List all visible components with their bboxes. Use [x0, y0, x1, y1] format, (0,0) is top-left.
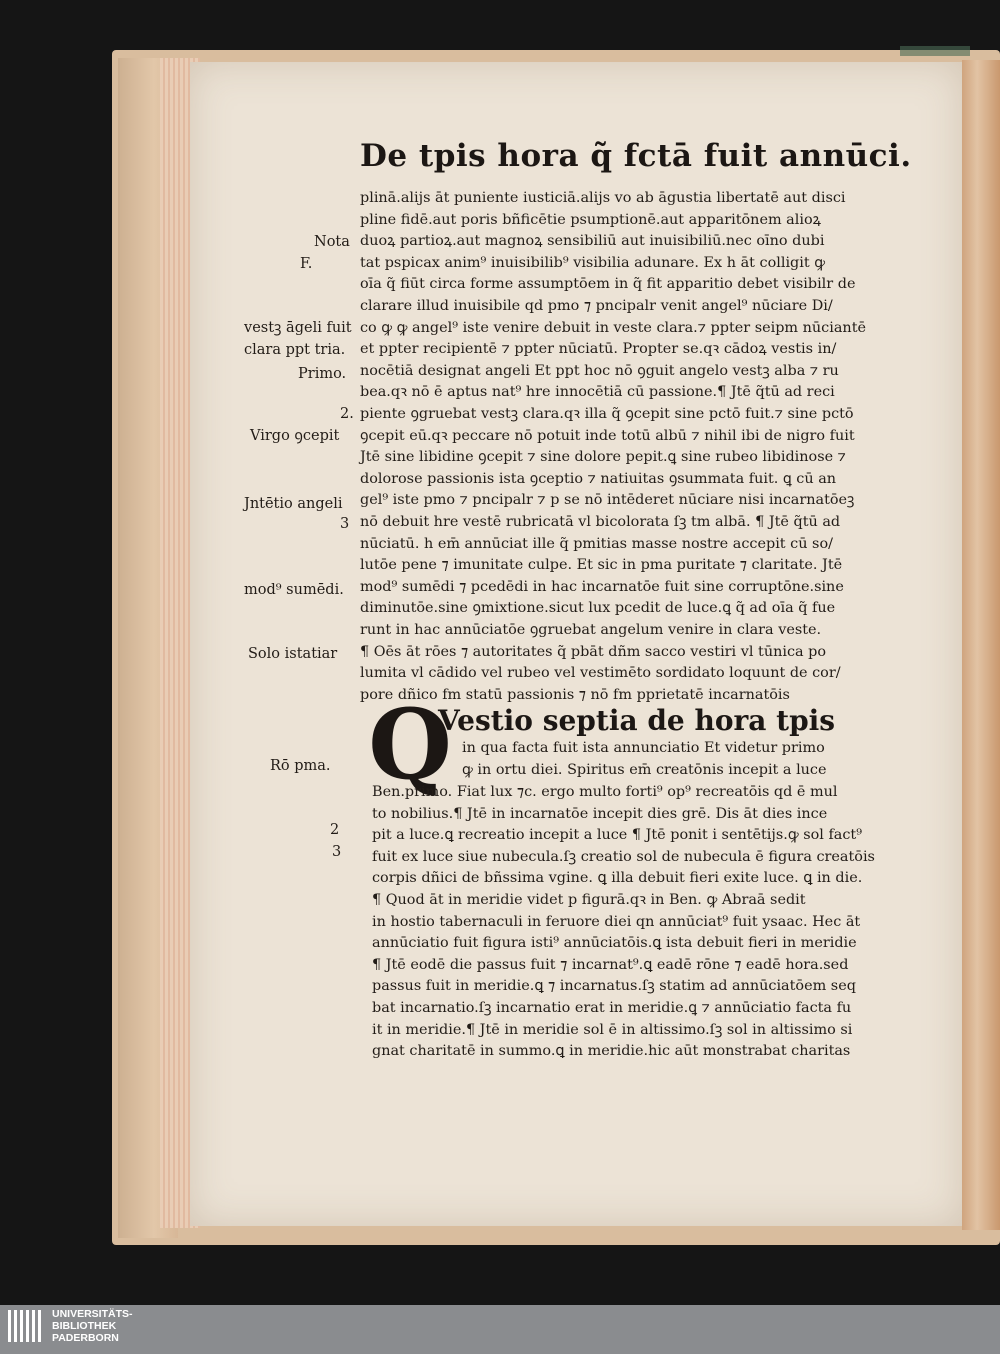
- text-line: in qua facta fuit ista annunciatio Et videtur primo: [462, 740, 825, 756]
- margin-note-three-b: 3: [332, 844, 342, 860]
- text-line: lumita vl cādido vel rubeo vel vestimēto sordidato loquunt de cor/: [360, 665, 841, 682]
- section-heading: Vestio septia de hora tpis: [438, 704, 836, 737]
- facing-page-edge: [962, 60, 1000, 1230]
- text-line: dolorose passionis ista ꝯceptio ⁊ natiuitas ꝯsummata fuit. ꝗ cū an: [360, 470, 837, 487]
- margin-note-nota: Nota: [314, 234, 350, 250]
- text-line: corpis dñici de bñssima vgine. ꝗ illa debuit fieri exite luce. ꝗ in die.: [372, 870, 863, 887]
- text-line: Ben.primo. Fiat lux ⁊c. ergo multo forti⁹ op⁹ recreatōis qd ē mul: [372, 784, 838, 800]
- text-line: fuit ex luce siue nubecula.ſꝫ creatio sol de nubecula ē figura creatōis: [372, 848, 875, 865]
- margin-note-three: 3: [340, 516, 350, 532]
- decorated-initial: Q: [368, 688, 452, 801]
- text-line: gnat charitatē in summo.ꝗ in meridie.hic aūt monstrabat charitas: [372, 1043, 851, 1060]
- text-line: ꝙ in ortu diei. Spiritus em̄ creatōnis incepit a luce: [462, 761, 827, 778]
- text-line: runt in hac annūciatōe ꝯgruebat angelum venire in clara veste.: [360, 622, 822, 638]
- text-line: pline fidē.aut poris bñficētie psumptionē.aut apparitōnem alioꝝ: [360, 211, 821, 228]
- library-name: [52, 1308, 133, 1344]
- text-line: diminutōe.sine ꝯmixtione.sicut lux pcedit de luce.ꝗ q̃ ad oīa q̃ fue: [360, 600, 836, 617]
- text-line: et ppter recipientē ⁊ ppter nūciatū. Propter se.qꝛ cādoꝝ vestis in/: [360, 341, 837, 358]
- text-line: it in meridie.¶ Jtē in meridie sol ē in altissimo.ſꝫ sol in altissimo si: [372, 1021, 853, 1038]
- margin-note-vestis-2: clara ppt tria.: [244, 342, 346, 358]
- library-name-line-1: UNIVERSITÄTS-: [52, 1308, 133, 1320]
- margin-note-two-b: 2: [330, 822, 340, 838]
- text-line: bat incarnatio.ſꝫ incarnatio erat in meridie.ꝗ ⁊ annūciatio facta fu: [372, 1000, 852, 1016]
- text-line: plinā.alijs āt puniente iusticiā.alijs vo ab āgustia libertatē aut disci: [360, 190, 846, 206]
- text-line: passus fuit in meridie.ꝗ ⁊ incarnatus.ſꝫ statim ad annūciatōem seq: [372, 978, 856, 995]
- margin-note-virgo: Virgo ꝯcepit: [250, 428, 340, 444]
- library-logo-icon: [6, 1306, 46, 1346]
- text-line: annūciatio fuit figura isti⁹ annūciatōis.ꝗ ista debuit fieri in meridie: [372, 935, 857, 952]
- text-line: pit a luce.ꝗ recreatio incepit a luce ¶ Jtē ponit i sentētijs.ꝙ sol fact⁹: [372, 827, 862, 844]
- margin-note-modus: mod⁹ sumēdi.: [244, 582, 344, 598]
- text-line: nō debuit hre vestē rubricatā vl bicolorata ſꝫ tm albā. ¶ Jtē q̃tū ad: [360, 514, 841, 530]
- text-line: nocētiā designat angeli Et ppt hoc nō ꝯguit angelo vestꝫ alba ⁊ ru: [360, 362, 839, 379]
- margin-note-intentio: Jntētio angeli: [244, 496, 343, 512]
- text-line: co ꝙ ꝙ angel⁹ iste venire debuit in veste clara.⁊ ppter seipm nūciantē: [360, 319, 866, 336]
- text-line: tat pspicax anim⁹ inuisibilib⁹ visibilia adunare. Ex h āt colligit ꝙ: [360, 254, 826, 271]
- margin-note-ro-pma: Rō pma.: [270, 758, 331, 774]
- text-line: lutōe pene ⁊ imunitate culpe. Et sic in pma puritate ⁊ claritate. Jtē: [360, 557, 843, 574]
- text-line: ¶ Quod āt in meridie videt p figurā.qꝛ in Ben. ꝙ Abraā sedit: [372, 892, 806, 908]
- text-line: pore dñico fm statū passionis ⁊ nō fm pprietatē incarnatōis: [360, 686, 790, 703]
- library-name-line-3: PADERBORN: [52, 1332, 119, 1344]
- margin-note-two: 2.: [340, 406, 354, 422]
- library-footer: [0, 1305, 1000, 1354]
- text-line: bea.qꝛ nō ē aptus nat⁹ hre innocētiā cū passione.¶ Jtē q̃tū ad reci: [360, 384, 835, 401]
- margin-note-solo: Solo istatiar: [248, 646, 338, 662]
- text-line: ¶ Oēs āt rōes ⁊ autoritates q̃ pbāt dñm sacco vestiri vl tūnica po: [360, 643, 827, 660]
- text-line: oīa q̃ fiūt circa forme assumptōem in q̃ fit apparitio debet visibilr de: [360, 276, 856, 293]
- page-title: De tpis hora q̃ fctā fuit annūci.: [360, 138, 912, 174]
- library-name-line-2: BIBLIOTHEK: [52, 1320, 117, 1332]
- text-line: gel⁹ iste pmo ⁊ pncipalr ⁊ p se nō intēderet nūciare nisi incarnatōeꝫ: [360, 492, 855, 509]
- margin-note-vestis-1: vestꝫ āgeli fuit: [244, 320, 352, 336]
- text-line: clarare illud inuisibile qd pmo ⁊ pncipalr venit angel⁹ nūciare Di/: [360, 298, 833, 314]
- text-line: duoꝝ partioꝝ.aut magnoꝝ sensibiliū aut inuisibiliū.nec oīno dubi: [360, 233, 825, 250]
- text-line: nūciatū. h em̄ annūciat ille q̃ pmitias masse nostre accepit cū so/: [360, 535, 833, 552]
- text-line: ¶ Jtē eodē die passus fuit ⁊ incarnat⁹.ꝗ eadē rōne ⁊ eadē hora.sed: [372, 956, 849, 973]
- text-line: ꝯcepit eū.qꝛ peccare nō potuit inde totū albū ⁊ nihil ibi de nigro fuit: [360, 427, 855, 444]
- text-line: Jtē sine libidine ꝯcepit ⁊ sine dolore pepit.ꝗ sine rubeo libidinose ⁊: [360, 449, 846, 466]
- margin-note-f: F.: [300, 256, 313, 272]
- text-line: in hostio tabernaculi in feruore diei qn annūciat⁹ fuit ysaac. Hec āt: [372, 913, 861, 930]
- text-line: mod⁹ sumēdi ⁊ pcedēdi in hac incarnatōe fuit sine corruptōne.sine: [360, 578, 844, 595]
- text-line: to nobilius.¶ Jtē in incarnatōe incepit dies grē. Dis āt dies ince: [372, 805, 828, 822]
- text-line: piente ꝯgruebat vestꝫ clara.qꝛ illa q̃ ꝯcepit sine pctō fuit.⁊ sine pctō: [360, 406, 854, 422]
- margin-note-primo: Primo.: [298, 366, 347, 382]
- cover-stain: [900, 46, 970, 56]
